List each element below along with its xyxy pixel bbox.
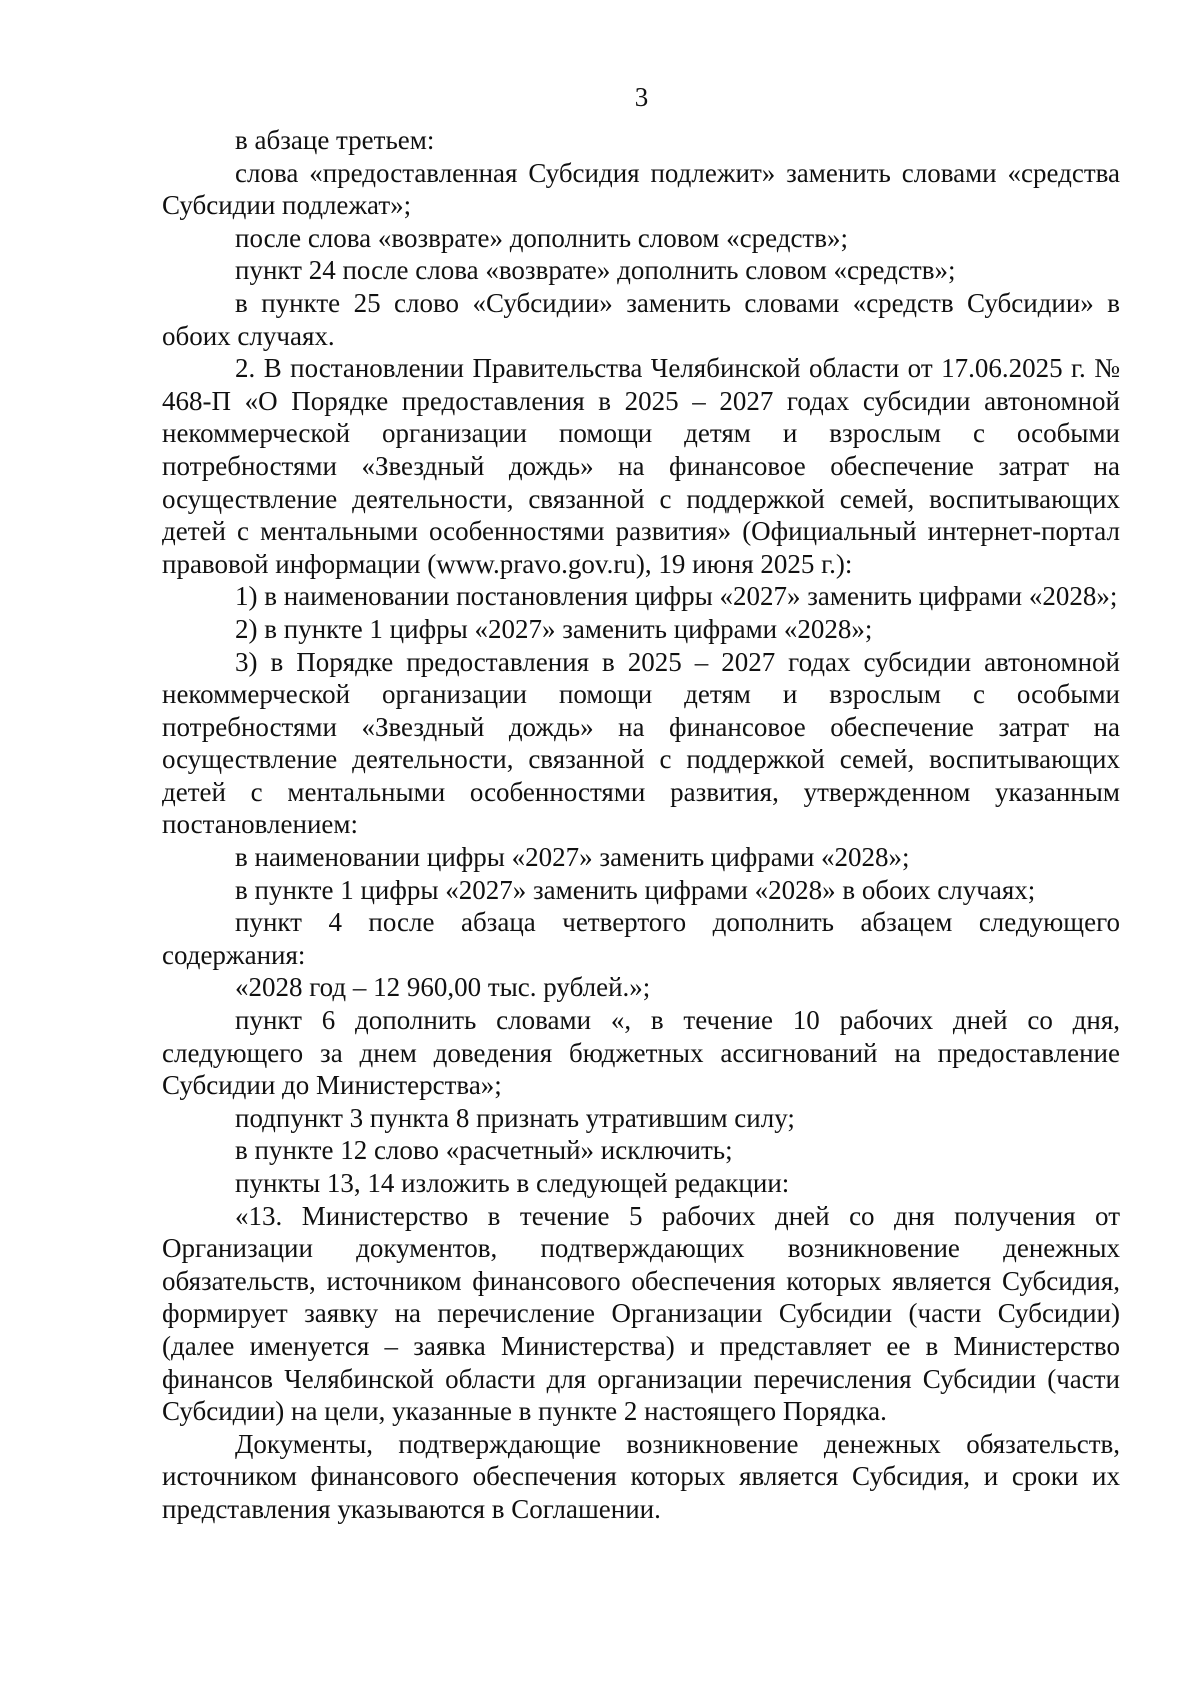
paragraph: 2) в пункте 1 цифры «2027» заменить цифрами «2028»;: [235, 613, 873, 644]
paragraph: после слова «возврате» дополнить словом «средств»;: [235, 222, 848, 253]
paragraph: в пункте 1 цифры «2027» заменить цифрами «2028» в обоих случаях;: [235, 874, 1036, 905]
paragraph: пункт 6 дополнить словами «, в течение 10 рабочих дней со дня, следующего за днем доведения бюджетных ассигнований на предоставление Субсидии до Министерства»;: [162, 1005, 1120, 1101]
paragraph: «13. Министерство в течение 5 рабочих дней со дня получения от Организации документов, подтверждающих возникновение денежных обязательств, источником финансового обеспечения которых является Субсидия, формирует заявку на перечисление Организации Субсидии (части Субсидии) (далее именуется – заявка Министерства) и представляет ее в Министерство финансов Челябинской области для организации перечисления Субсидии (части Субсидии) на цели, указанные в пункте 2 настоящего Порядка.: [162, 1200, 1120, 1427]
paragraph: 3) в Порядке предоставления в 2025 – 2027 годах субсидии автономной некоммерческой организации помощи детям и взрослым с особыми потребностями «Звездный дождь» на финансовое обеспечение затрат на осуществление деятельности, связанной с поддержкой семей, воспитывающих детей с ментальными особенностями развития, утвержденном указанным постановлением:: [162, 646, 1120, 840]
paragraph: Документы, подтверждающие возникновение денежных обязательств, источником финансового обеспечения которых является Субсидия, и сроки их представления указываются в Соглашении.: [162, 1428, 1120, 1524]
paragraph: в наименовании цифры «2027» заменить цифрами «2028»;: [235, 842, 910, 873]
paragraph: 2. В постановлении Правительства Челябинской области от 17.06.2025 г. № 468-П «О Порядке предоставления в 2025 – 2027 годах субсидии автономной некоммерческой организации помощи детям и взрослым с особыми потребностями «Звездный дождь» на финансовое обеспечение затрат на осуществление деятельности, связанной с поддержкой семей, воспитывающих детей с ментальными особенностями развития» (Официальный интернет-портал правовой информации (www.pravo.gov.ru), 19 июня 2025 г.):: [162, 353, 1120, 579]
paragraph: пункт 4 после абзаца четвертого дополнить абзацем следующего содержания:: [162, 907, 1120, 970]
paragraph: пункты 13, 14 изложить в следующей редакции:: [235, 1168, 790, 1198]
page-number: 3: [634, 82, 649, 112]
paragraph: «2028 год – 12 960,00 тыс. рублей.»;: [235, 972, 651, 1003]
paragraph: в абзаце третьем:: [235, 125, 435, 155]
paragraph: слова «предоставленная Субсидия подлежит» заменить словами «средства Субсидии подлежат»;: [162, 157, 1120, 221]
paragraph: в пункте 25 слово «Субсидии» заменить словами «средств Субсидии» в обоих случаях.: [162, 287, 1120, 351]
paragraph: подпункт 3 пункта 8 признать утратившим силу;: [235, 1102, 795, 1133]
document-body: [162, 124, 1120, 1526]
paragraph: пункт 24 после слова «возврате» дополнить словом «средств»;: [235, 255, 956, 286]
paragraph: 1) в наименовании постановления цифры «2027» заменить цифрами «2028»;: [235, 581, 1118, 612]
paragraph: в пункте 12 слово «расчетный» исключить;: [235, 1135, 733, 1166]
